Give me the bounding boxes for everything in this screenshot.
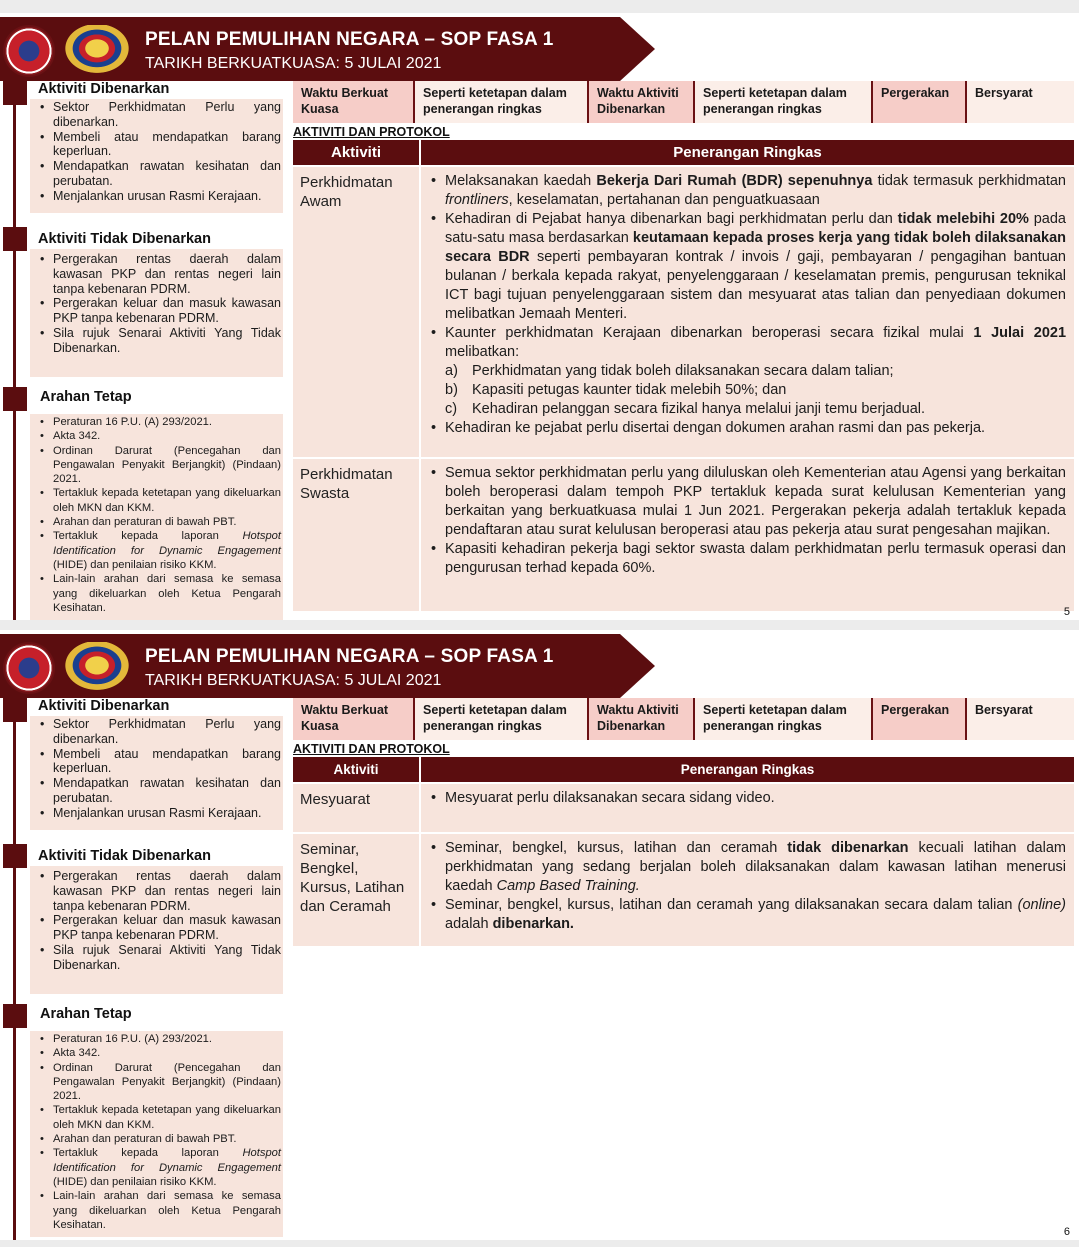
rich-text: Melaksanakan kaedah Bekerja Dari Rumah (BDR) sepenuhnya tidak termasuk perkhidmatan frontliners, keselamatan, pertahanan dan penguatkuasaan (445, 173, 1066, 208)
row-description (421, 167, 1074, 457)
row-description (421, 834, 1074, 946)
allowed-heading: Aktiviti Dibenarkan (38, 698, 170, 714)
rich-text: Kehadiran di Pejabat hanya dibenarkan bagi perkhidmatan perlu dan tidak melebihi 20% pada satu-satu masa berdasarkan keutamaan kepada proses kerja yang tidak boleh dilaksanakan secara BDR seperti pembayaran kontrak / invois / gaji, pembayaran / pengagihan bantuan bulanan / berkala kepada rakyat, penyelenggaraan / keselamatan premis, pengurusan teknikal ICT bagi tujuan penyelenggaraan sistem dan mesyuarat atas talian dan penyediaan dokumen melibatkan Jemaah Menteri. (445, 211, 1067, 322)
allowed-box (30, 99, 283, 213)
header-banner (0, 634, 655, 698)
disallowed-heading: Aktiviti Tidak Dibenarkan (38, 848, 211, 864)
status-value-movement: Bersyarat (967, 698, 1074, 740)
status-row (293, 698, 1074, 740)
page-number: 6 (1063, 1226, 1070, 1238)
page-title: PELAN PEMULIHAN NEGARA – SOP FASA 1 (145, 29, 554, 50)
status-label-movement: Pergerakan (873, 698, 967, 740)
directive-item: • Lain-lain arahan dari semasa ke semasa yang dikeluarkan oleh Ketua Pengarah Kesihatan. (30, 572, 283, 615)
allowed-item: • Sektor Perkhidmatan Perlu yang dibenarkan. (30, 717, 283, 747)
allowed-item: • Membeli atau mendapatkan barang keperluan. (30, 130, 283, 160)
timeline-marker (3, 844, 27, 868)
description-bullet (429, 896, 1066, 934)
directive-item: • Lain-lain arahan dari semasa ke semasa yang dikeluarkan oleh Ketua Pengarah Kesihatan. (30, 1189, 283, 1232)
section-label: AKTIVITI DAN PROTOKOL (293, 125, 450, 139)
row-description (421, 459, 1074, 611)
description-bullet: • Kehadiran ke pejabat perlu disertai dengan dokumen arahan rasmi dan pas pekerja. (429, 419, 1066, 438)
sidebar (0, 698, 284, 1240)
table-row (293, 782, 1074, 832)
status-value-movement: Bersyarat (967, 81, 1074, 123)
status-label-activity-time: Waktu Aktiviti Dibenarkan (589, 698, 695, 740)
mkn-logo (3, 25, 55, 77)
timeline-marker (3, 1004, 27, 1028)
timeline-marker (3, 387, 27, 411)
table-row (293, 457, 1074, 611)
allowed-heading: Aktiviti Dibenarkan (38, 81, 170, 97)
allowed-item: • Sektor Perkhidmatan Perlu yang dibenarkan. (30, 100, 283, 130)
row-description (421, 784, 1074, 832)
slide-page-5 (0, 13, 1079, 620)
effective-date: TARIKH BERKUATKUASA: 5 JULAI 2021 (145, 672, 442, 689)
directive-item: • Tertakluk kepada ketetapan yang dikeluarkan oleh MKN dan KKM. (30, 1103, 283, 1132)
sidebar-timeline (13, 698, 16, 1240)
disallowed-box (30, 866, 283, 994)
disallowed-heading: Aktiviti Tidak Dibenarkan (38, 231, 211, 247)
timeline-marker (3, 227, 27, 251)
header-description: Penerangan Ringkas (680, 762, 815, 777)
disallowed-item: • Pergerakan keluar dan masuk kawasan PKP tanpa kebenaran PDRM. (30, 913, 283, 943)
directives-heading: Arahan Tetap (40, 1006, 132, 1022)
sub-item-label: a) (445, 363, 458, 379)
row-activity: Perkhidmatan Swasta (293, 459, 421, 611)
section-label: AKTIVITI DAN PROTOKOL (293, 742, 450, 756)
disallowed-item: • Pergerakan rentas daerah dalam kawasan PKP dan rentas negeri lain tanpa kebenaran PDRM. (30, 252, 283, 296)
disallowed-box (30, 249, 283, 377)
table-row (293, 165, 1074, 457)
sub-item-label: b) (445, 382, 458, 398)
sidebar (0, 81, 284, 620)
directive-item: • Akta 342. (30, 1046, 283, 1060)
allowed-item: • Membeli atau mendapatkan barang keperluan. (30, 747, 283, 777)
coat-of-arms-logo (60, 25, 134, 77)
disallowed-item: • Pergerakan rentas daerah dalam kawasan PKP dan rentas negeri lain tanpa kebenaran PDRM. (30, 869, 283, 913)
directive-item: • Tertakluk kepada laporan Hotspot Identification for Dynamic Engagement (HIDE) dan penilaian risiko KKM. (30, 1146, 283, 1189)
directives-box (30, 414, 283, 620)
directive-item: • Ordinan Darurat (Pencegahan dan Pengawalan Penyakit Berjangkit) (Pindaan) 2021. (30, 1061, 283, 1104)
page-number: 5 (1063, 606, 1070, 618)
status-label-effective-time: Waktu Berkuat Kuasa (293, 81, 415, 123)
status-value-activity-time: Seperti ketetapan dalam penerangan ringkas (695, 81, 873, 123)
row-activity: Mesyuarat (293, 784, 421, 832)
description-bullet (429, 839, 1066, 896)
table-header (293, 757, 1074, 782)
slide-page-6 (0, 630, 1079, 1240)
directive-item: • Peraturan 16 P.U. (A) 293/2021. (30, 415, 283, 429)
status-label-activity-time: Waktu Aktiviti Dibenarkan (589, 81, 695, 123)
rich-text: Seminar, bengkel, kursus, latihan dan ceramah yang dilaksanakan secara dalam talian (online) adalah dibenarkan. (445, 897, 1066, 932)
rich-text: Kaunter perkhidmatan Kerajaan dibenarkan beroperasi secara fizikal mulai 1 Julai 2021 melibatkan: (445, 325, 1067, 360)
page-title: PELAN PEMULIHAN NEGARA – SOP FASA 1 (145, 646, 554, 667)
status-value-effective-time: Seperti ketetapan dalam penerangan ringkas (415, 698, 589, 740)
mkn-logo (3, 642, 55, 694)
directive-item: • Ordinan Darurat (Pencegahan dan Pengawalan Penyakit Berjangkit) (Pindaan) 2021. (30, 444, 283, 487)
effective-date: TARIKH BERKUATKUASA: 5 JULAI 2021 (145, 55, 442, 72)
disallowed-item: • Pergerakan keluar dan masuk kawasan PKP tanpa kebenaran PDRM. (30, 296, 283, 326)
allowed-item: • Menjalankan urusan Rasmi Kerajaan. (30, 189, 283, 204)
header-banner (0, 17, 655, 81)
sub-item (445, 362, 1066, 381)
row-activity: Seminar, Bengkel, Kursus, Latihan dan Ceramah (293, 834, 421, 946)
directive-item: • Arahan dan peraturan di bawah PBT. (30, 1132, 283, 1146)
sub-item (445, 381, 1066, 400)
sub-item-text: Kehadiran pelanggan secara fizikal hanya melalui janji temu berjadual. (472, 401, 926, 417)
allowed-item: • Mendapatkan rawatan kesihatan dan perubatan. (30, 159, 283, 189)
description-bullet: • Semua sektor perkhidmatan perlu yang diluluskan oleh Kementerian atau Agensi yang berkaitan boleh beroperasi dalam tempoh PKP tertakluk kepada surat kelulusan Kementerian yang berkaitan yang berkuatkuasa mulai 1 Jun 2021. Pergerakan pekerja adalah tertakluk kepada pendaftaran atau surat kelulusan beroperasi atau pas pekerja atau surat pengesahan majikan. (429, 464, 1066, 540)
directive-item: • Akta 342. (30, 429, 283, 443)
directive-item: • Tertakluk kepada laporan Hotspot Identification for Dynamic Engagement (HIDE) dan penilaian risiko KKM. (30, 529, 283, 572)
header-activity: Aktiviti (293, 140, 421, 165)
status-label-effective-time: Waktu Berkuat Kuasa (293, 698, 415, 740)
rich-text: Seminar, bengkel, kursus, latihan dan ceramah tidak dibenarkan kecuali latihan dalam perkhidmatan yang sedang berjalan boleh dilaksanakan dalam kawasan latihan menerusi kaedah Camp Based Training. (445, 840, 1066, 894)
sub-item (445, 400, 1066, 419)
status-row (293, 81, 1074, 123)
status-label-movement: Pergerakan (873, 81, 967, 123)
description-bullet (429, 210, 1066, 324)
disallowed-item: • Sila rujuk Senarai Aktiviti Yang Tidak Dibenarkan. (30, 943, 283, 973)
directives-box (30, 1031, 283, 1237)
sidebar-timeline (13, 81, 16, 620)
sub-item-label: c) (445, 401, 458, 417)
description-bullet (429, 324, 1066, 419)
description-bullet (429, 172, 1066, 210)
row-activity: Perkhidmatan Awam (293, 167, 421, 457)
allowed-box (30, 716, 283, 830)
header-activity: Aktiviti (293, 757, 421, 782)
sub-item-text: Perkhidmatan yang tidak boleh dilaksanakan secara dalam talian; (472, 363, 894, 379)
header-description: Penerangan Ringkas (673, 144, 822, 161)
timeline-marker (3, 81, 27, 105)
disallowed-item: • Sila rujuk Senarai Aktiviti Yang Tidak Dibenarkan. (30, 326, 283, 356)
coat-of-arms-logo (60, 642, 134, 694)
sub-item-text: Kapasiti petugas kaunter tidak melebih 50%; dan (472, 382, 787, 398)
timeline-marker (3, 698, 27, 722)
directive-item: • Peraturan 16 P.U. (A) 293/2021. (30, 1032, 283, 1046)
activity-table (293, 140, 1074, 611)
table-header (293, 140, 1074, 165)
description-bullet: • Mesyuarat perlu dilaksanakan secara sidang video. (429, 789, 1066, 808)
table-row (293, 832, 1074, 946)
directives-heading: Arahan Tetap (40, 389, 132, 405)
allowed-item: • Menjalankan urusan Rasmi Kerajaan. (30, 806, 283, 821)
activity-table (293, 757, 1074, 946)
allowed-item: • Mendapatkan rawatan kesihatan dan perubatan. (30, 776, 283, 806)
description-bullet: • Kapasiti kehadiran pekerja bagi sektor swasta dalam perkhidmatan perlu termasuk operasi dan pengurusan terhad kepada 60%. (429, 540, 1066, 578)
status-value-effective-time: Seperti ketetapan dalam penerangan ringkas (415, 81, 589, 123)
directive-item: • Arahan dan peraturan di bawah PBT. (30, 515, 283, 529)
status-value-activity-time: Seperti ketetapan dalam penerangan ringkas (695, 698, 873, 740)
directive-item: • Tertakluk kepada ketetapan yang dikeluarkan oleh MKN dan KKM. (30, 486, 283, 515)
